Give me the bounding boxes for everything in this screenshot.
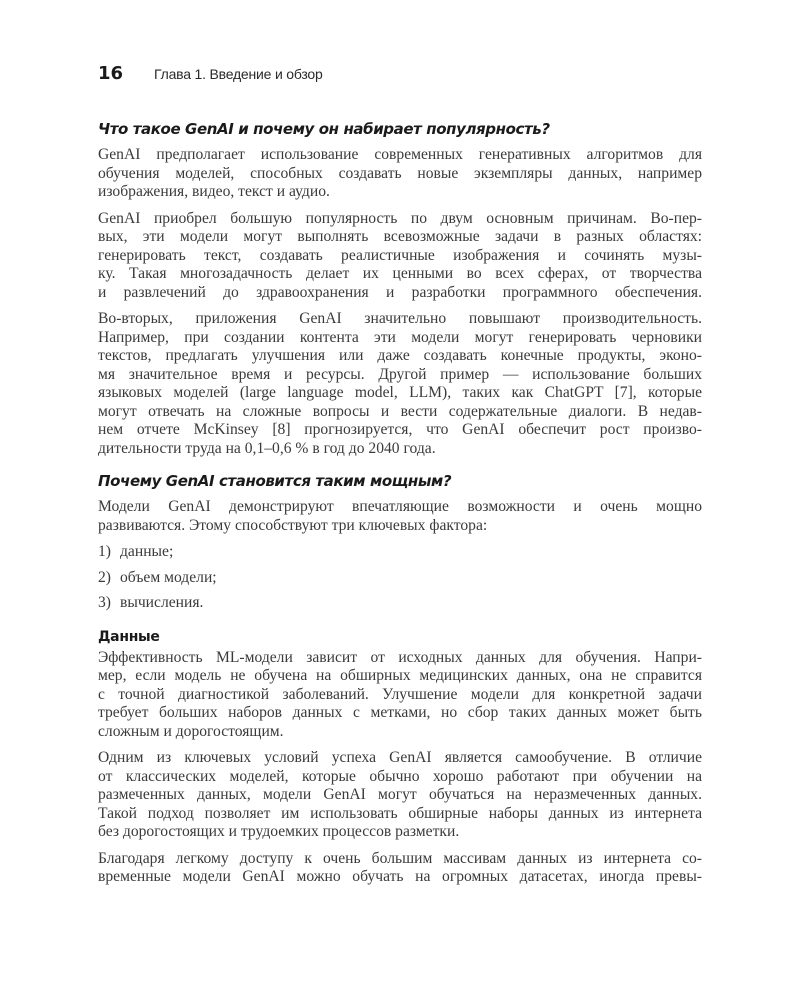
text-line: развиваются. Этому способствуют три ключевых фактора: — [98, 516, 488, 534]
text-line: Эффективность ML-модели зависит от исходных данных для обучения. Напри- — [98, 648, 702, 666]
paragraph — [98, 850, 702, 887]
list-item — [98, 543, 702, 562]
text-line: Благодаря легкому доступу к очень большим массивам данных из интернета со- — [98, 849, 702, 867]
list-number: 2) — [98, 568, 111, 586]
paragraph — [98, 649, 702, 742]
text-line: и развлечений до здравоохранения и разработки программного обеспечения. — [98, 283, 702, 301]
paragraph — [98, 749, 702, 842]
list-text: вычисления. — [120, 594, 204, 611]
list-number: 1) — [98, 543, 111, 560]
text-line: требует больших наборов данных с метками, но сбор таких данных может быть — [98, 704, 702, 721]
paragraph — [98, 310, 702, 458]
text-line: мер, если модель не обучена на обширных медицинских данных, она не справится — [98, 667, 702, 684]
running-header — [98, 63, 323, 87]
list-item — [98, 594, 702, 613]
text-line: от классических моделей, которые обычно хорошо работают при обучении на — [98, 767, 702, 785]
section-heading-why-powerful: Почему GenAI становится таким мощным? — [98, 472, 452, 490]
section-heading-what-is-genai: Что такое GenAI и почему он набирает популярность? — [98, 120, 550, 138]
text-line: ку. Такая многозадачность делает их ценными во всех сферах, от творчества — [98, 265, 702, 282]
text-line: сложным и дорогостоящим. — [98, 722, 284, 740]
text-line: Во-вторых, приложения GenAI значительно повышают производительность. — [98, 310, 702, 327]
text-line: Например, при создании контента эти модели могут генерировать черновики — [98, 328, 702, 346]
list-number: 3) — [98, 594, 111, 611]
text-line: GenAI предполагает использование современных генеративных алгоритмов для — [98, 146, 702, 163]
text-line: временные модели GenAI можно обучать на огромных датасетах, иногда превы- — [98, 868, 702, 885]
text-line: мя значительное время и ресурсы. Другой пример — использование больших — [98, 365, 702, 383]
text-line: Одним из ключевых условий успеха GenAI является самообучение. В отличие — [98, 749, 702, 766]
text-line: Модели GenAI демонстрируют впечатляющие возможности и очень мощно — [98, 498, 702, 515]
text-line: с точной диагностикой заболеваний. Улучшение модели для конкретной задачи — [98, 685, 702, 703]
text-line: текстов, предлагать улучшения или даже создавать конечные продукты, эконо- — [98, 347, 702, 364]
paragraph — [98, 146, 702, 202]
text-line: языковых моделей (large language model, LLM), таких как ChatGPT [7], которые — [98, 384, 702, 401]
text-line: без дорогостоящих и трудоемких процессов разметки. — [98, 823, 460, 840]
text-line: изображения, видео, текст и аудио. — [98, 183, 330, 200]
page-body — [98, 118, 702, 887]
text-line: вых, эти модели могут выполнять всевозможные задачи в разных областях: — [98, 228, 702, 245]
text-line: дительности труда на 0,1–0,6 % в год до 2040 года. — [98, 439, 436, 457]
text-line: генерировать текст, создавать реалистичные изображения и сочинять музы- — [98, 246, 702, 264]
text-line: GenAI приобрел большую популярность по двум основным причинам. Во-пер- — [98, 209, 702, 227]
paragraph — [98, 210, 702, 303]
page-number: 16 — [98, 63, 124, 84]
text-line: могут отвечать на сложные вопросы и вести содержательные диалоги. В недав- — [98, 402, 702, 420]
chapter-title: Глава 1. Введение и обзор — [154, 66, 323, 82]
paragraph — [98, 498, 702, 535]
text-line: обучения моделей, способных создавать новые экземпляры данных, например — [98, 164, 702, 182]
text-line: размеченных данных, модели GenAI могут обучаться на неразмеченных данных. — [98, 786, 702, 803]
text-line: Такой подход позволяет им использовать обширные наборы данных из интернета — [98, 804, 702, 822]
subsection-heading-data: Данные — [98, 628, 160, 645]
list-item — [98, 569, 702, 588]
list-text: данные; — [120, 543, 174, 560]
text-line: нем отчете McKinsey [8] прогнозируется, что GenAI обеспечит рост произво- — [98, 421, 702, 438]
list-text: объем модели; — [120, 568, 217, 586]
